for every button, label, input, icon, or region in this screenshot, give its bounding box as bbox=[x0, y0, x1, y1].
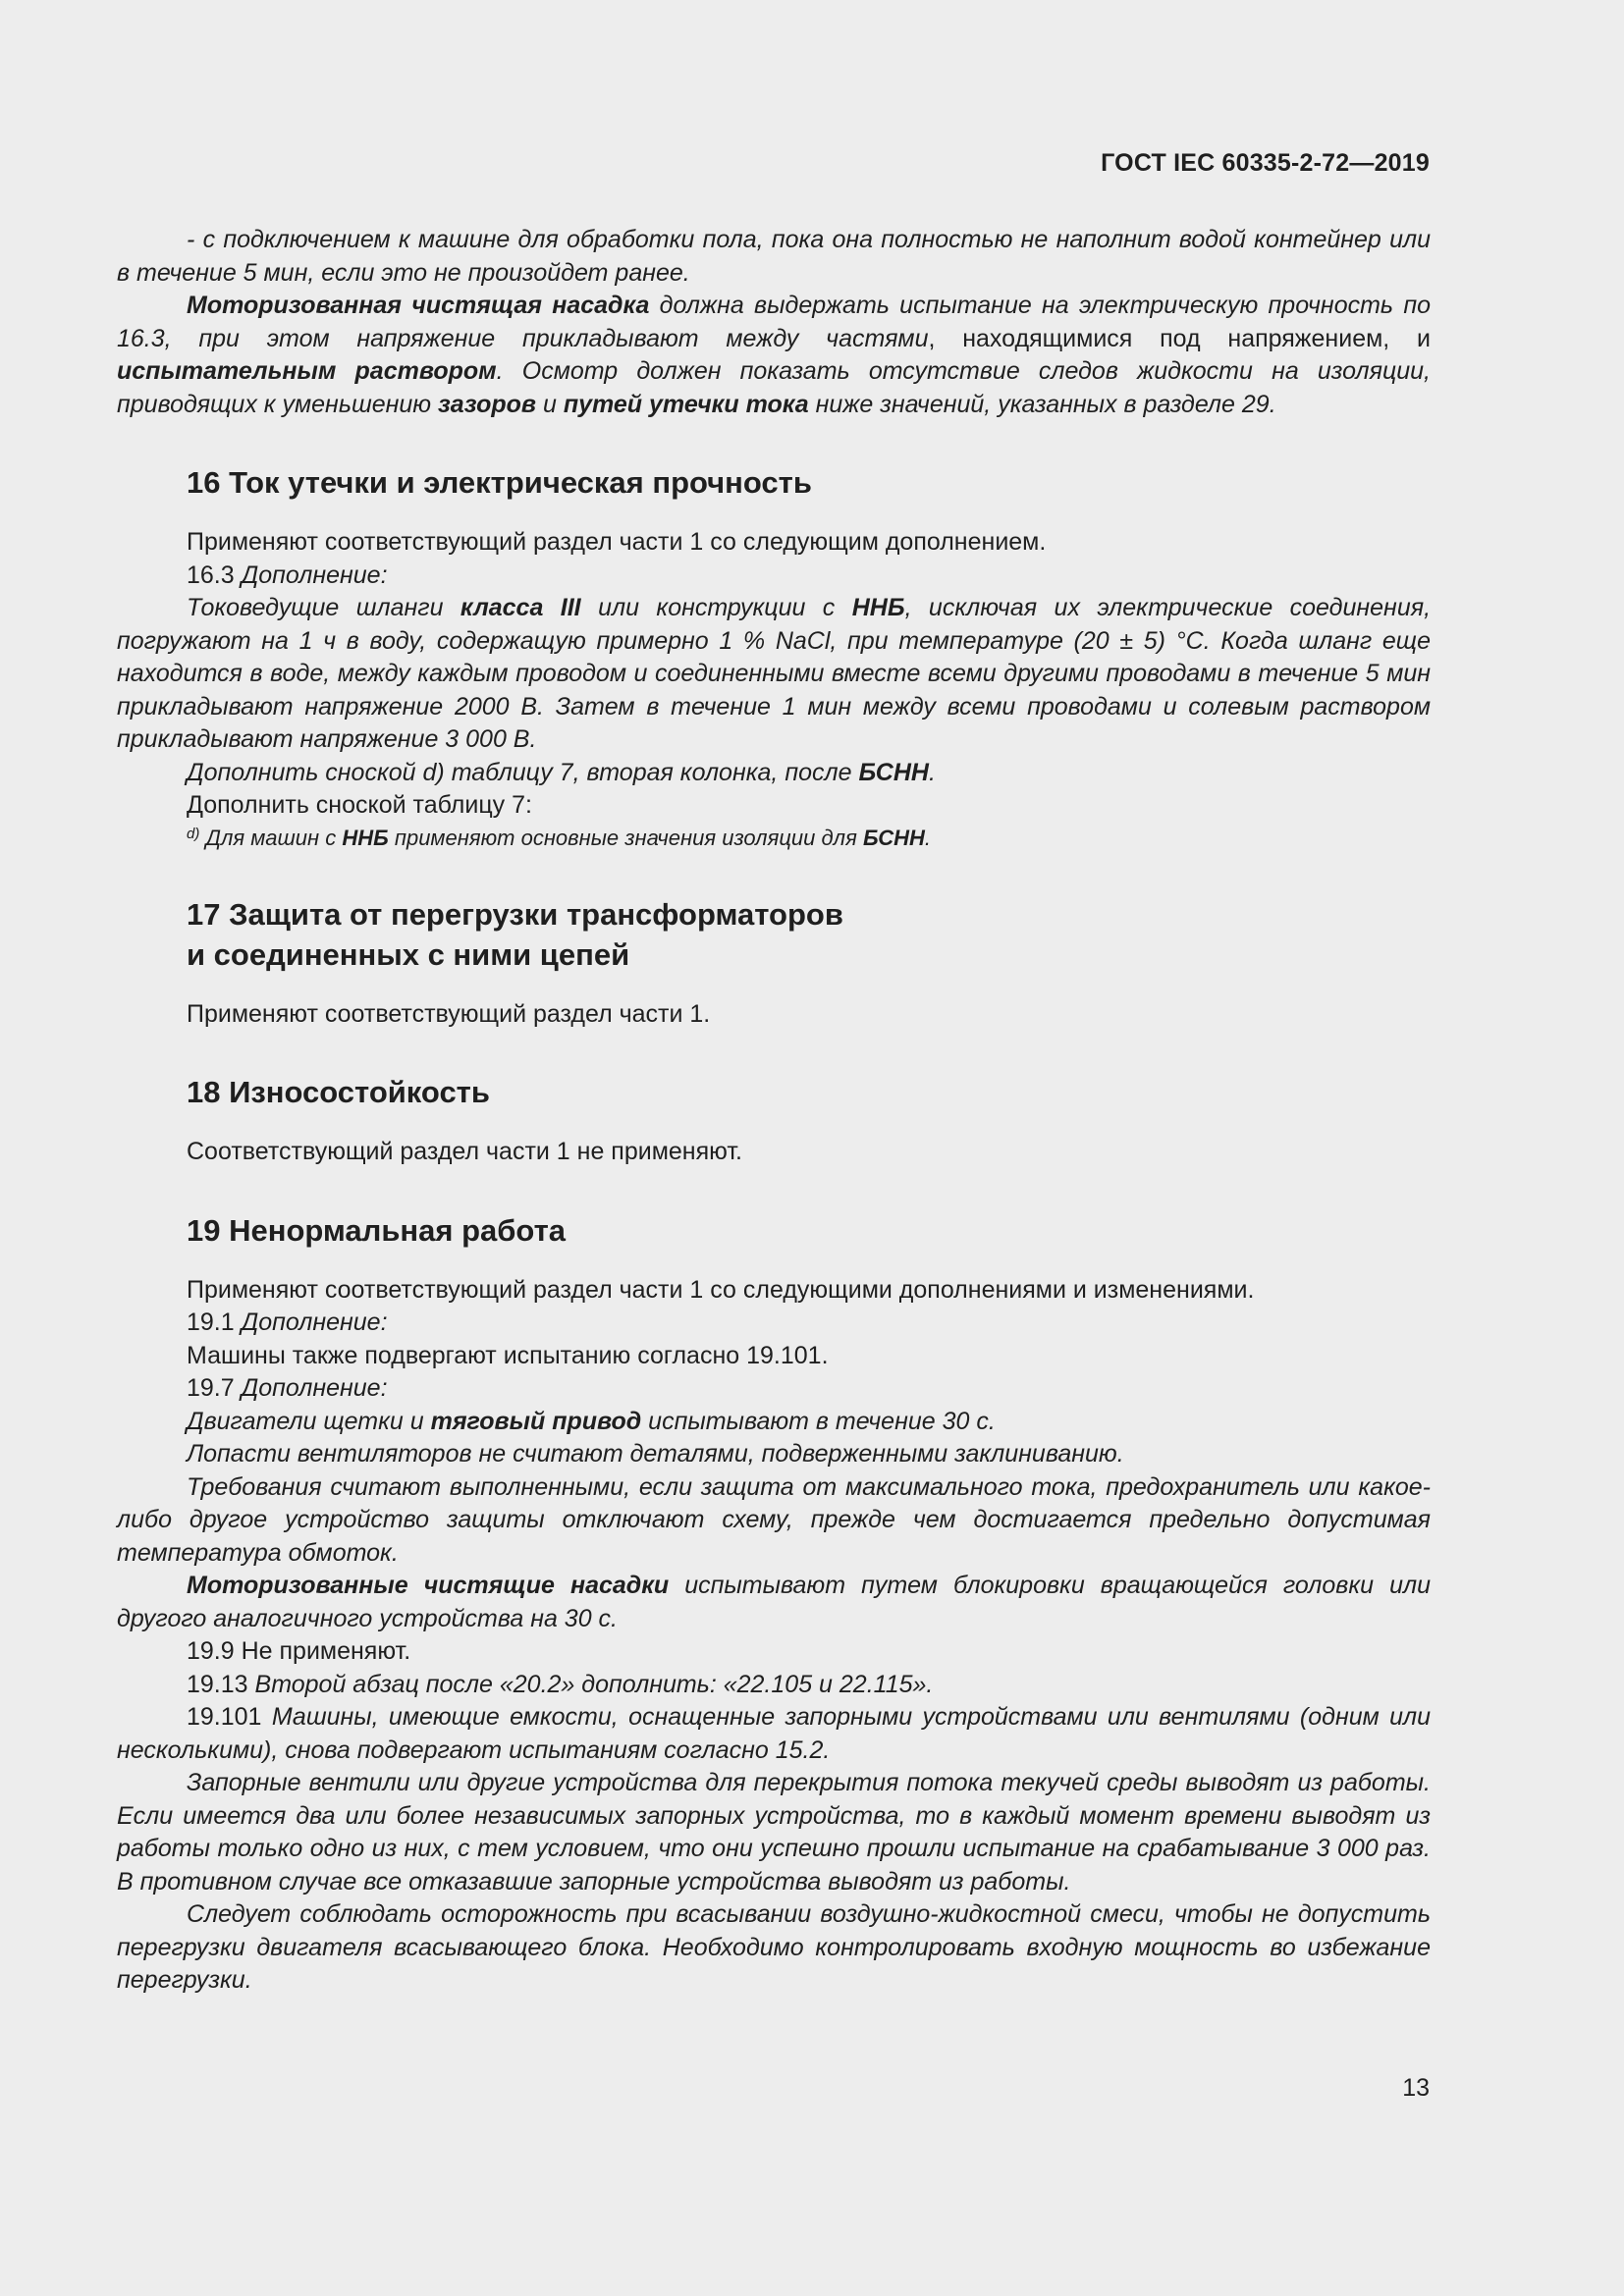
section-18-heading: 18 Износостойкость bbox=[187, 1075, 490, 1109]
s19-paragraph-cleaning-heads: Моторизованные чистящие насадки испытывают путем блокировки вращающейся головки или другого аналогичного устройства на 30 с. bbox=[117, 1572, 1431, 1632]
intro-paragraph-1: - с подключением к машине для обработки пола, пока она полностью не наполнит водой контейнер или в течение 5 мин, если это не произойдет ранее. bbox=[117, 226, 1431, 287]
section-16-heading: 16 Ток утечки и электрическая прочность bbox=[187, 465, 812, 500]
section-17-heading: 17 Защита от перегрузки трансформаторов и соединенных с ними цепей bbox=[187, 896, 843, 972]
s19-paragraph-19-101-ref: Машины также подвергают испытанию согласно 19.101. bbox=[187, 1341, 829, 1369]
section-19-heading: 19 Ненормальная работа bbox=[187, 1212, 567, 1248]
s16-paragraph-add-footnote: Дополнить сноской таблицу 7: bbox=[187, 791, 532, 819]
s19-paragraph-valves: Запорные вентили или другие устройства для перекрытия потока текучей среды выводят из работы. Если имеется два или более независимых запорных устройства, то в каждый момент времени выводят из работы только одно из них, с тем условием, что они успешно прошли испытание на срабатывание 3 000 раз. В противном случае все отказавшие запорные устройства выводят из работы. bbox=[117, 1769, 1431, 1896]
s16-footnote: $^{d)}$ Для машин с ННБ применяют основные значения изоляции для БСНН. bbox=[187, 825, 932, 850]
s16-paragraph-footnote-ref: Дополнить сноской d) таблицу 7, вторая колонка, после БСНН. bbox=[187, 758, 936, 786]
s16-clause-16-3: 16.3 Дополнение: bbox=[187, 561, 388, 589]
s19-clause-19-7: 19.7 Дополнение: bbox=[187, 1374, 388, 1402]
s19-clause-19-1: 19.1 Дополнение: bbox=[187, 1308, 388, 1336]
s19-paragraph-requirements: Требования считают выполненными, если защита от максимального тока, предохранитель или какое-либо другое устройство защиты отключают схему, прежде чем достигается предельно допустимая температура обмоток. bbox=[117, 1472, 1431, 1567]
s16-paragraph-1: Применяют соответствующий раздел части 1 со следующим дополнением. bbox=[187, 528, 1047, 556]
s16-paragraph-hoses: Токоведущие шланги класса III или конструкции с ННБ, исключая их электрические соединения, погружают на 1 ч в воду, содержащую примерно 1 % NaCl, при температуре (20 ± 5) °С. Когда шланг еще находится в воде, между каждым проводом и соединенными вместе всеми другими проводами в течение 5 мин прикладывают напряжение 2000 В. Затем в течение 1 мин между всеми проводами и солевым раствором прикладывают напряжение 3 000 В. bbox=[117, 594, 1432, 753]
s19-paragraph-1: Применяют соответствующий раздел части 1 со следующими дополнениями и изменениями. bbox=[187, 1275, 1255, 1304]
page-number: 13 bbox=[1402, 2074, 1430, 2102]
intro-paragraph-2: Моторизованная чистящая насадка должна выдержать испытание на электрическую прочность по 16.3, при этом напряжение прикладывают между частями, находящимися под напряжением, и испытательным раствором. Осмотр должен показать отсутствие следов жидкости на изоляции, приводящих к уменьшению зазоров и путей утечки тока ниже значений, указанных в разделе 29. bbox=[117, 292, 1431, 418]
s19-paragraph-fan-blades: Лопасти вентиляторов не считают деталями, подверженными заклиниванию. bbox=[187, 1440, 1124, 1468]
s19-clause-19-9: 19.9 Не применяют. bbox=[187, 1637, 411, 1665]
s19-paragraph-caution: Следует соблюдать осторожность при всасывании воздушно-жидкостной смеси, чтобы не допустить перегрузки двигателя всасывающего блока. Необходимо контролировать входную мощность во избежание перегрузки. bbox=[117, 1900, 1431, 1994]
s18-paragraph-1: Соответствующий раздел части 1 не применяют. bbox=[187, 1138, 742, 1165]
document-id-header: ГОСТ IEC 60335-2-72—2019 bbox=[1101, 149, 1430, 177]
s17-paragraph-1: Применяют соответствующий раздел части 1. bbox=[187, 999, 711, 1028]
page-content bbox=[117, 224, 1431, 1998]
s19-clause-19-101: 19.101 Машины, имеющие емкости, оснащенные запорными устройствами или вентилями (одним или несколькими), снова подвергают испытаниям согласно 15.2. bbox=[117, 1703, 1431, 1764]
s19-paragraph-motors: Двигатели щетки и тяговый привод испытывают в течение 30 с. bbox=[187, 1407, 996, 1435]
s19-clause-19-13: 19.13 Второй абзац после «20.2» дополнить: «22.105 и 22.115». bbox=[187, 1670, 934, 1698]
